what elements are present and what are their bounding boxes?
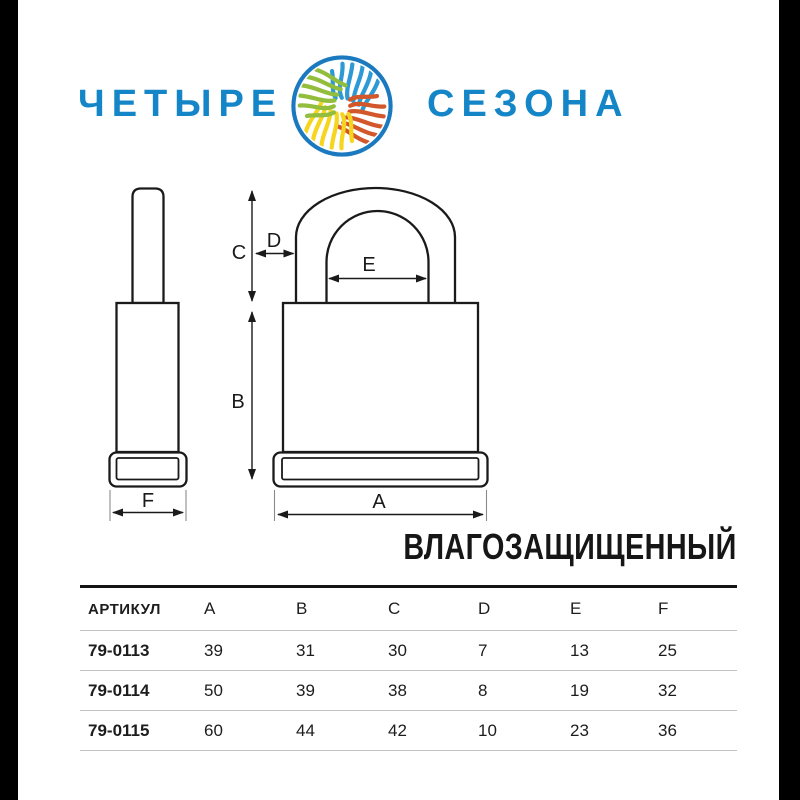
table-row (80, 711, 737, 751)
column-header-b: B (296, 599, 308, 618)
dimension-label-d: D (266, 230, 282, 252)
article-number: 79-0113 (88, 640, 150, 660)
value-a: 39 (204, 640, 223, 660)
side-view-body (117, 303, 179, 452)
value-a: 60 (204, 720, 223, 740)
value-b: 31 (296, 640, 315, 660)
table-row (80, 631, 737, 671)
table-row (80, 671, 737, 711)
value-a: 50 (204, 680, 223, 700)
letterbox-left (0, 0, 18, 800)
value-d: 7 (478, 640, 488, 660)
value-b: 44 (296, 720, 315, 740)
padlock-technical-drawing (90, 180, 530, 530)
value-e: 23 (570, 720, 589, 740)
dimension-label-f: F (141, 490, 155, 512)
value-f: 36 (658, 720, 677, 740)
front-view-body (283, 303, 478, 452)
column-header-article: АРТИКУЛ (88, 600, 161, 618)
column-header-e: E (570, 599, 582, 618)
value-c: 38 (388, 680, 407, 700)
side-view-shackle (133, 189, 164, 304)
dimension-label-c: C (231, 242, 247, 264)
column-header-c: C (388, 599, 401, 618)
column-header-d: D (478, 599, 491, 618)
value-c: 42 (388, 720, 407, 740)
value-b: 39 (296, 680, 315, 700)
value-e: 13 (570, 640, 589, 660)
four-seasons-logo-icon (287, 51, 397, 161)
letterbox-right (779, 0, 800, 800)
dimension-label-a: A (372, 491, 386, 513)
product-title: ВЛАГОЗАЩИЩЕННЫЙ (403, 526, 737, 567)
dimension-label-b: B (231, 391, 245, 413)
front-view-shackle-inner (327, 211, 429, 303)
value-c: 30 (388, 640, 407, 660)
value-d: 8 (478, 680, 488, 700)
article-number: 79-0114 (88, 680, 150, 700)
value-d: 10 (478, 720, 497, 740)
brand-word-right: СЕЗОНА (427, 83, 630, 125)
padlock-front-view (231, 188, 487, 521)
brand-word-left: ЧЕТЫРЕ (78, 83, 284, 125)
spec-table-header-row (80, 588, 737, 631)
value-f: 25 (658, 640, 677, 660)
article-number: 79-0115 (88, 720, 150, 740)
column-header-a: A (204, 599, 216, 618)
value-e: 19 (570, 680, 589, 700)
value-f: 32 (658, 680, 677, 700)
column-header-f: F (658, 599, 669, 618)
dimension-label-e: E (362, 254, 376, 276)
padlock-side-view (110, 189, 187, 522)
spec-table (80, 585, 737, 751)
